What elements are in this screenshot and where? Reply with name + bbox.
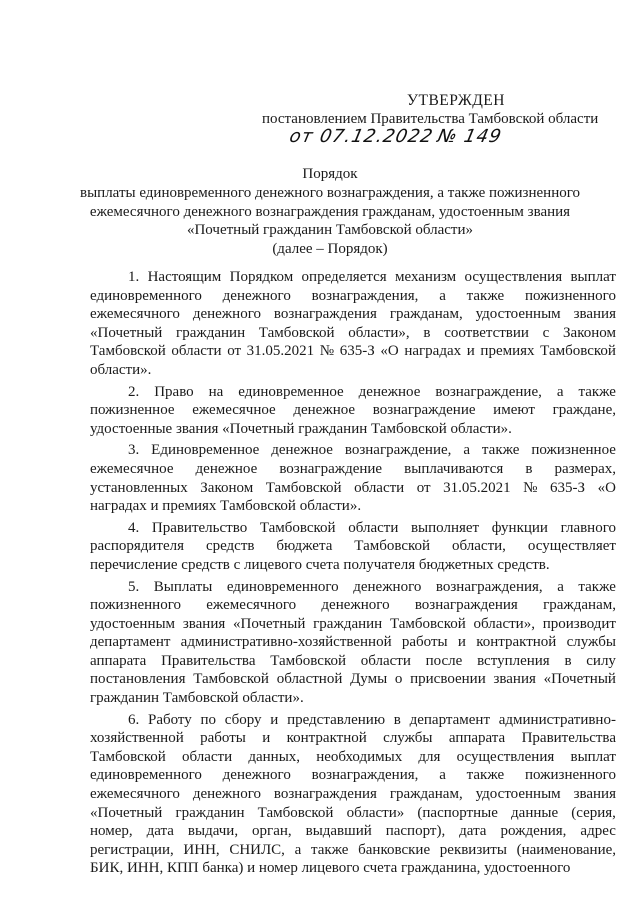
word: необходимых xyxy=(316,748,403,765)
word: от xyxy=(227,343,242,360)
text-line xyxy=(90,711,616,730)
text-line xyxy=(90,441,616,460)
word: № xyxy=(319,343,335,360)
handwritten-number: № 149 xyxy=(435,126,504,147)
word: Тамбовской xyxy=(90,748,166,765)
word: 31.05.2021 xyxy=(246,343,315,360)
heading-line: (далее – Порядок) xyxy=(272,241,388,258)
word: 6. xyxy=(128,711,140,728)
word: бюджета xyxy=(276,538,333,555)
word: денежное xyxy=(271,442,333,459)
word: средств xyxy=(205,538,255,555)
word: областной xyxy=(276,671,343,688)
word: работы xyxy=(401,634,448,651)
word: ежемесячное xyxy=(90,460,174,477)
word: административно-хозяйственной xyxy=(180,634,392,651)
text-line xyxy=(90,729,616,748)
text-fragment: перечисление средств с лицевого счета получателя бюджетных средств. xyxy=(90,556,550,573)
word: также xyxy=(466,287,505,304)
word: Тамбовской xyxy=(258,324,335,341)
word: 635-З xyxy=(339,343,375,360)
word: от xyxy=(416,479,431,496)
text-line xyxy=(90,633,616,652)
word: по xyxy=(200,711,217,728)
word: пожизненного xyxy=(524,767,616,784)
text-line xyxy=(90,497,616,516)
word: а xyxy=(439,767,446,784)
word: области», xyxy=(348,324,410,341)
word: Законом xyxy=(563,324,616,341)
word: а xyxy=(439,287,446,304)
paragraph-5 xyxy=(90,578,616,708)
text-line xyxy=(90,670,616,689)
paragraph-6 xyxy=(90,711,616,878)
text-line xyxy=(90,460,616,479)
word: и xyxy=(457,634,466,651)
word: 3. xyxy=(128,442,140,459)
text-line xyxy=(90,537,616,556)
word: адрес xyxy=(580,823,616,840)
word: реквизиты xyxy=(439,841,507,858)
heading-line: Порядок xyxy=(302,166,358,182)
word: работы xyxy=(200,730,246,747)
word: Правительства xyxy=(521,730,616,747)
text-line xyxy=(90,342,616,361)
word: Тамбовской xyxy=(257,804,334,821)
word: Настоящим xyxy=(147,269,222,285)
word: функции xyxy=(491,519,548,536)
word: рождения, xyxy=(500,823,567,840)
word: вознаграждения xyxy=(273,786,377,803)
word: также xyxy=(578,383,616,400)
word: области xyxy=(354,479,405,496)
text-line xyxy=(90,596,616,615)
word: Тамбовской xyxy=(90,343,166,360)
word: СНИЛС, xyxy=(229,841,285,858)
word: денежное xyxy=(293,402,356,419)
text-line xyxy=(90,748,616,767)
text-line xyxy=(90,401,616,420)
word: выдавший xyxy=(305,823,372,840)
word: и xyxy=(270,711,279,728)
word: граждане, xyxy=(552,402,616,419)
word: единовременного xyxy=(226,578,339,595)
word: единовременного xyxy=(90,287,202,304)
heading-line: ежемесячного денежного вознаграждения гражданам, удостоенным звания xyxy=(89,203,571,220)
word: Тамбовской xyxy=(270,652,346,669)
text-fragment: БИК, ИНН, КПП банка) и номер лицевого счета гражданина, удостоенного xyxy=(90,860,571,877)
word: также xyxy=(466,767,505,784)
word: Порядком xyxy=(229,269,294,285)
word: денежное xyxy=(195,460,258,477)
word: Тамбовской xyxy=(259,519,336,536)
word: ежемесячного xyxy=(90,306,180,323)
word: дата xyxy=(459,823,487,840)
word: премиях xyxy=(480,343,535,360)
word: гражданин xyxy=(313,615,383,632)
word: звания xyxy=(573,786,616,803)
word: в xyxy=(525,460,533,477)
word: Тамбовской xyxy=(265,479,342,496)
word: области» xyxy=(346,804,405,821)
word: размерах, xyxy=(554,460,616,477)
word: также xyxy=(578,578,616,595)
text-fragment: наградах и премиях Тамбовской области». xyxy=(90,498,362,515)
text-line xyxy=(90,383,616,402)
word: Законом xyxy=(200,479,254,496)
word: механизм xyxy=(395,269,457,285)
word: после xyxy=(425,652,463,669)
word: денежного xyxy=(222,767,291,784)
text-line xyxy=(90,305,616,324)
word: орган, xyxy=(252,823,292,840)
word: Тамбовской xyxy=(193,671,269,688)
word: вознаграждение xyxy=(279,460,383,477)
word: пожизненного xyxy=(524,287,616,304)
word: вознаграждение, xyxy=(435,383,542,400)
text-line xyxy=(90,652,616,671)
word: осуществляет xyxy=(527,538,616,555)
word: «О xyxy=(380,343,399,360)
word: удостоенным xyxy=(475,786,561,803)
word: а xyxy=(463,442,470,459)
text-line xyxy=(90,519,616,538)
word: пожизненное xyxy=(90,402,175,419)
word: 5. xyxy=(128,578,140,595)
word: также xyxy=(310,841,349,858)
word: хозяйственной xyxy=(90,730,184,747)
word: осуществления xyxy=(456,748,555,765)
word: ежемесячного xyxy=(90,786,180,803)
word: службы xyxy=(383,730,433,747)
handwritten-date: от 07.12.2022 xyxy=(287,126,436,147)
word: паспорт), xyxy=(385,823,446,840)
word: области xyxy=(348,519,399,536)
word: денежное xyxy=(358,383,421,400)
word: вступления xyxy=(477,652,550,669)
word: вознаграждения, xyxy=(311,287,419,304)
word: производит xyxy=(542,615,616,632)
word: Выплаты xyxy=(153,578,213,595)
text-fragment: области». xyxy=(90,361,152,378)
word: распорядителя xyxy=(90,538,184,555)
heading-line: выплаты единовременного денежного вознаграждения, а также пожизненного xyxy=(80,184,581,201)
word: вознаграждение, xyxy=(344,442,452,459)
word: аппарата xyxy=(90,652,147,669)
word: выполняет xyxy=(410,519,480,536)
text-line xyxy=(90,689,616,708)
word: имеют xyxy=(493,402,535,419)
word: установленных xyxy=(90,479,188,496)
text-line xyxy=(90,578,616,597)
paragraph-1 xyxy=(90,268,616,380)
word: банковские xyxy=(358,841,431,858)
word: вознаграждения xyxy=(414,597,518,614)
word: постановления xyxy=(90,671,186,688)
word: о xyxy=(394,671,403,688)
word: области», xyxy=(473,615,535,632)
text-fragment: гражданин Тамбовской области». xyxy=(90,690,304,707)
word: области xyxy=(181,748,233,765)
text-line xyxy=(90,785,616,804)
text-line xyxy=(90,556,616,575)
word: Правительство xyxy=(151,519,248,536)
word: дата xyxy=(146,823,174,840)
word: выдачи, xyxy=(187,823,239,840)
word: единовременного xyxy=(90,767,202,784)
word: денежного xyxy=(353,578,422,595)
word: представлению xyxy=(287,711,386,728)
word: удостоенным xyxy=(90,615,176,632)
word: а xyxy=(557,578,564,595)
word: области xyxy=(360,652,411,669)
word: (серия, xyxy=(571,804,616,821)
word: Работу xyxy=(147,711,192,728)
word: «Почетный xyxy=(233,615,306,632)
word: (наименование, xyxy=(516,841,616,858)
text-line xyxy=(90,766,616,785)
word: Тамбовской xyxy=(354,538,431,555)
word: Тамбовской xyxy=(540,343,616,360)
word: № xyxy=(523,479,538,496)
text-line xyxy=(90,268,616,287)
word: Правительства xyxy=(161,652,256,669)
word: и xyxy=(262,730,271,747)
word: на xyxy=(208,383,224,400)
word: для xyxy=(418,748,441,765)
word: а xyxy=(556,383,564,400)
word: контрактной xyxy=(476,634,557,651)
word: 31.05.2021 xyxy=(443,479,511,496)
word: «Почетный xyxy=(543,671,616,688)
text-line xyxy=(90,822,616,841)
word: также xyxy=(481,442,520,459)
word: области xyxy=(171,343,222,360)
text-line xyxy=(90,420,616,439)
word: соответствии xyxy=(444,324,529,341)
word: присвоении xyxy=(410,671,486,688)
word: с xyxy=(542,324,550,341)
text-line xyxy=(90,859,616,878)
approval-subtitle: постановлением Правительства Тамбовской области xyxy=(262,111,599,127)
word: регистрации, xyxy=(90,841,174,858)
word: денежного xyxy=(192,786,261,803)
word: звания xyxy=(182,615,226,632)
word: выплат xyxy=(570,269,616,285)
word: выплат xyxy=(570,748,616,765)
word: денежного xyxy=(222,287,291,304)
text-line xyxy=(90,287,616,306)
word: звания xyxy=(493,671,536,688)
word: вознаграждения, xyxy=(311,767,419,784)
word: гражданин xyxy=(175,804,245,821)
word: 635-З xyxy=(550,479,586,496)
document-heading xyxy=(80,165,580,259)
word: и xyxy=(466,343,475,360)
word: наградах xyxy=(404,343,462,360)
text-line xyxy=(90,841,616,860)
word: данных, xyxy=(248,748,301,765)
paragraph-3 xyxy=(90,441,616,515)
text-line xyxy=(90,361,616,380)
word: главного xyxy=(560,519,616,536)
word: Тамбовской xyxy=(389,615,466,632)
word: гражданам, xyxy=(389,786,463,803)
word: номер, xyxy=(90,823,133,840)
word: ежемесячного xyxy=(206,597,297,614)
word: выплачиваются xyxy=(404,460,504,477)
word: 4. xyxy=(128,519,140,536)
word: вознаграждения, xyxy=(435,578,543,595)
word: 1. xyxy=(128,269,140,285)
document-body xyxy=(90,268,616,881)
word: (паспортные xyxy=(417,804,498,821)
word: сбору xyxy=(224,711,262,728)
word: пожизненное xyxy=(531,442,616,459)
word: звания xyxy=(573,306,616,323)
text-line xyxy=(90,615,616,634)
text-line xyxy=(90,324,616,343)
word: в xyxy=(564,652,572,669)
word: области, xyxy=(452,538,506,555)
text-fragment: удостоенные звания «Почетный гражданин Тамбовской области». xyxy=(90,420,512,437)
word: Единовременное xyxy=(151,442,260,459)
word: пожизненного xyxy=(90,597,181,614)
word: вознаграждение xyxy=(372,402,476,419)
word: в xyxy=(423,324,431,341)
approval-title: УТВЕРЖДЕН xyxy=(407,92,505,109)
word: денежного xyxy=(321,597,390,614)
word: «Почетный xyxy=(90,324,163,341)
text-line xyxy=(90,804,616,823)
word: Думы xyxy=(350,671,388,688)
paragraph-2 xyxy=(90,383,616,439)
word: единовременное xyxy=(238,383,344,400)
word: силу xyxy=(586,652,616,669)
word: Право xyxy=(154,383,194,400)
word: осуществления xyxy=(464,269,563,285)
word: ИНН, xyxy=(183,841,220,858)
word: удостоенным xyxy=(475,306,561,323)
word: ежемесячное xyxy=(192,402,276,419)
word: гражданам, xyxy=(543,597,616,614)
word: административно- xyxy=(498,711,616,728)
word: контрактной xyxy=(286,730,367,747)
word: службы xyxy=(566,634,616,651)
word: аппарата xyxy=(448,730,506,747)
paragraph-4 xyxy=(90,519,616,575)
word: а xyxy=(294,841,302,858)
text-line xyxy=(90,479,616,498)
word: 2. xyxy=(128,383,140,400)
word: определяется xyxy=(301,269,387,285)
word: вознаграждения xyxy=(273,306,377,323)
word: «Почетный xyxy=(90,804,163,821)
word: департамент xyxy=(409,711,490,728)
word: в xyxy=(393,711,401,728)
word: «О xyxy=(597,479,616,496)
heading-line: «Почетный гражданин Тамбовской области» xyxy=(186,222,474,239)
word: денежного xyxy=(192,306,261,323)
word: гражданин xyxy=(176,324,246,341)
word: гражданам, xyxy=(389,306,463,323)
word: департамент xyxy=(90,634,171,651)
word: данные xyxy=(511,804,559,821)
